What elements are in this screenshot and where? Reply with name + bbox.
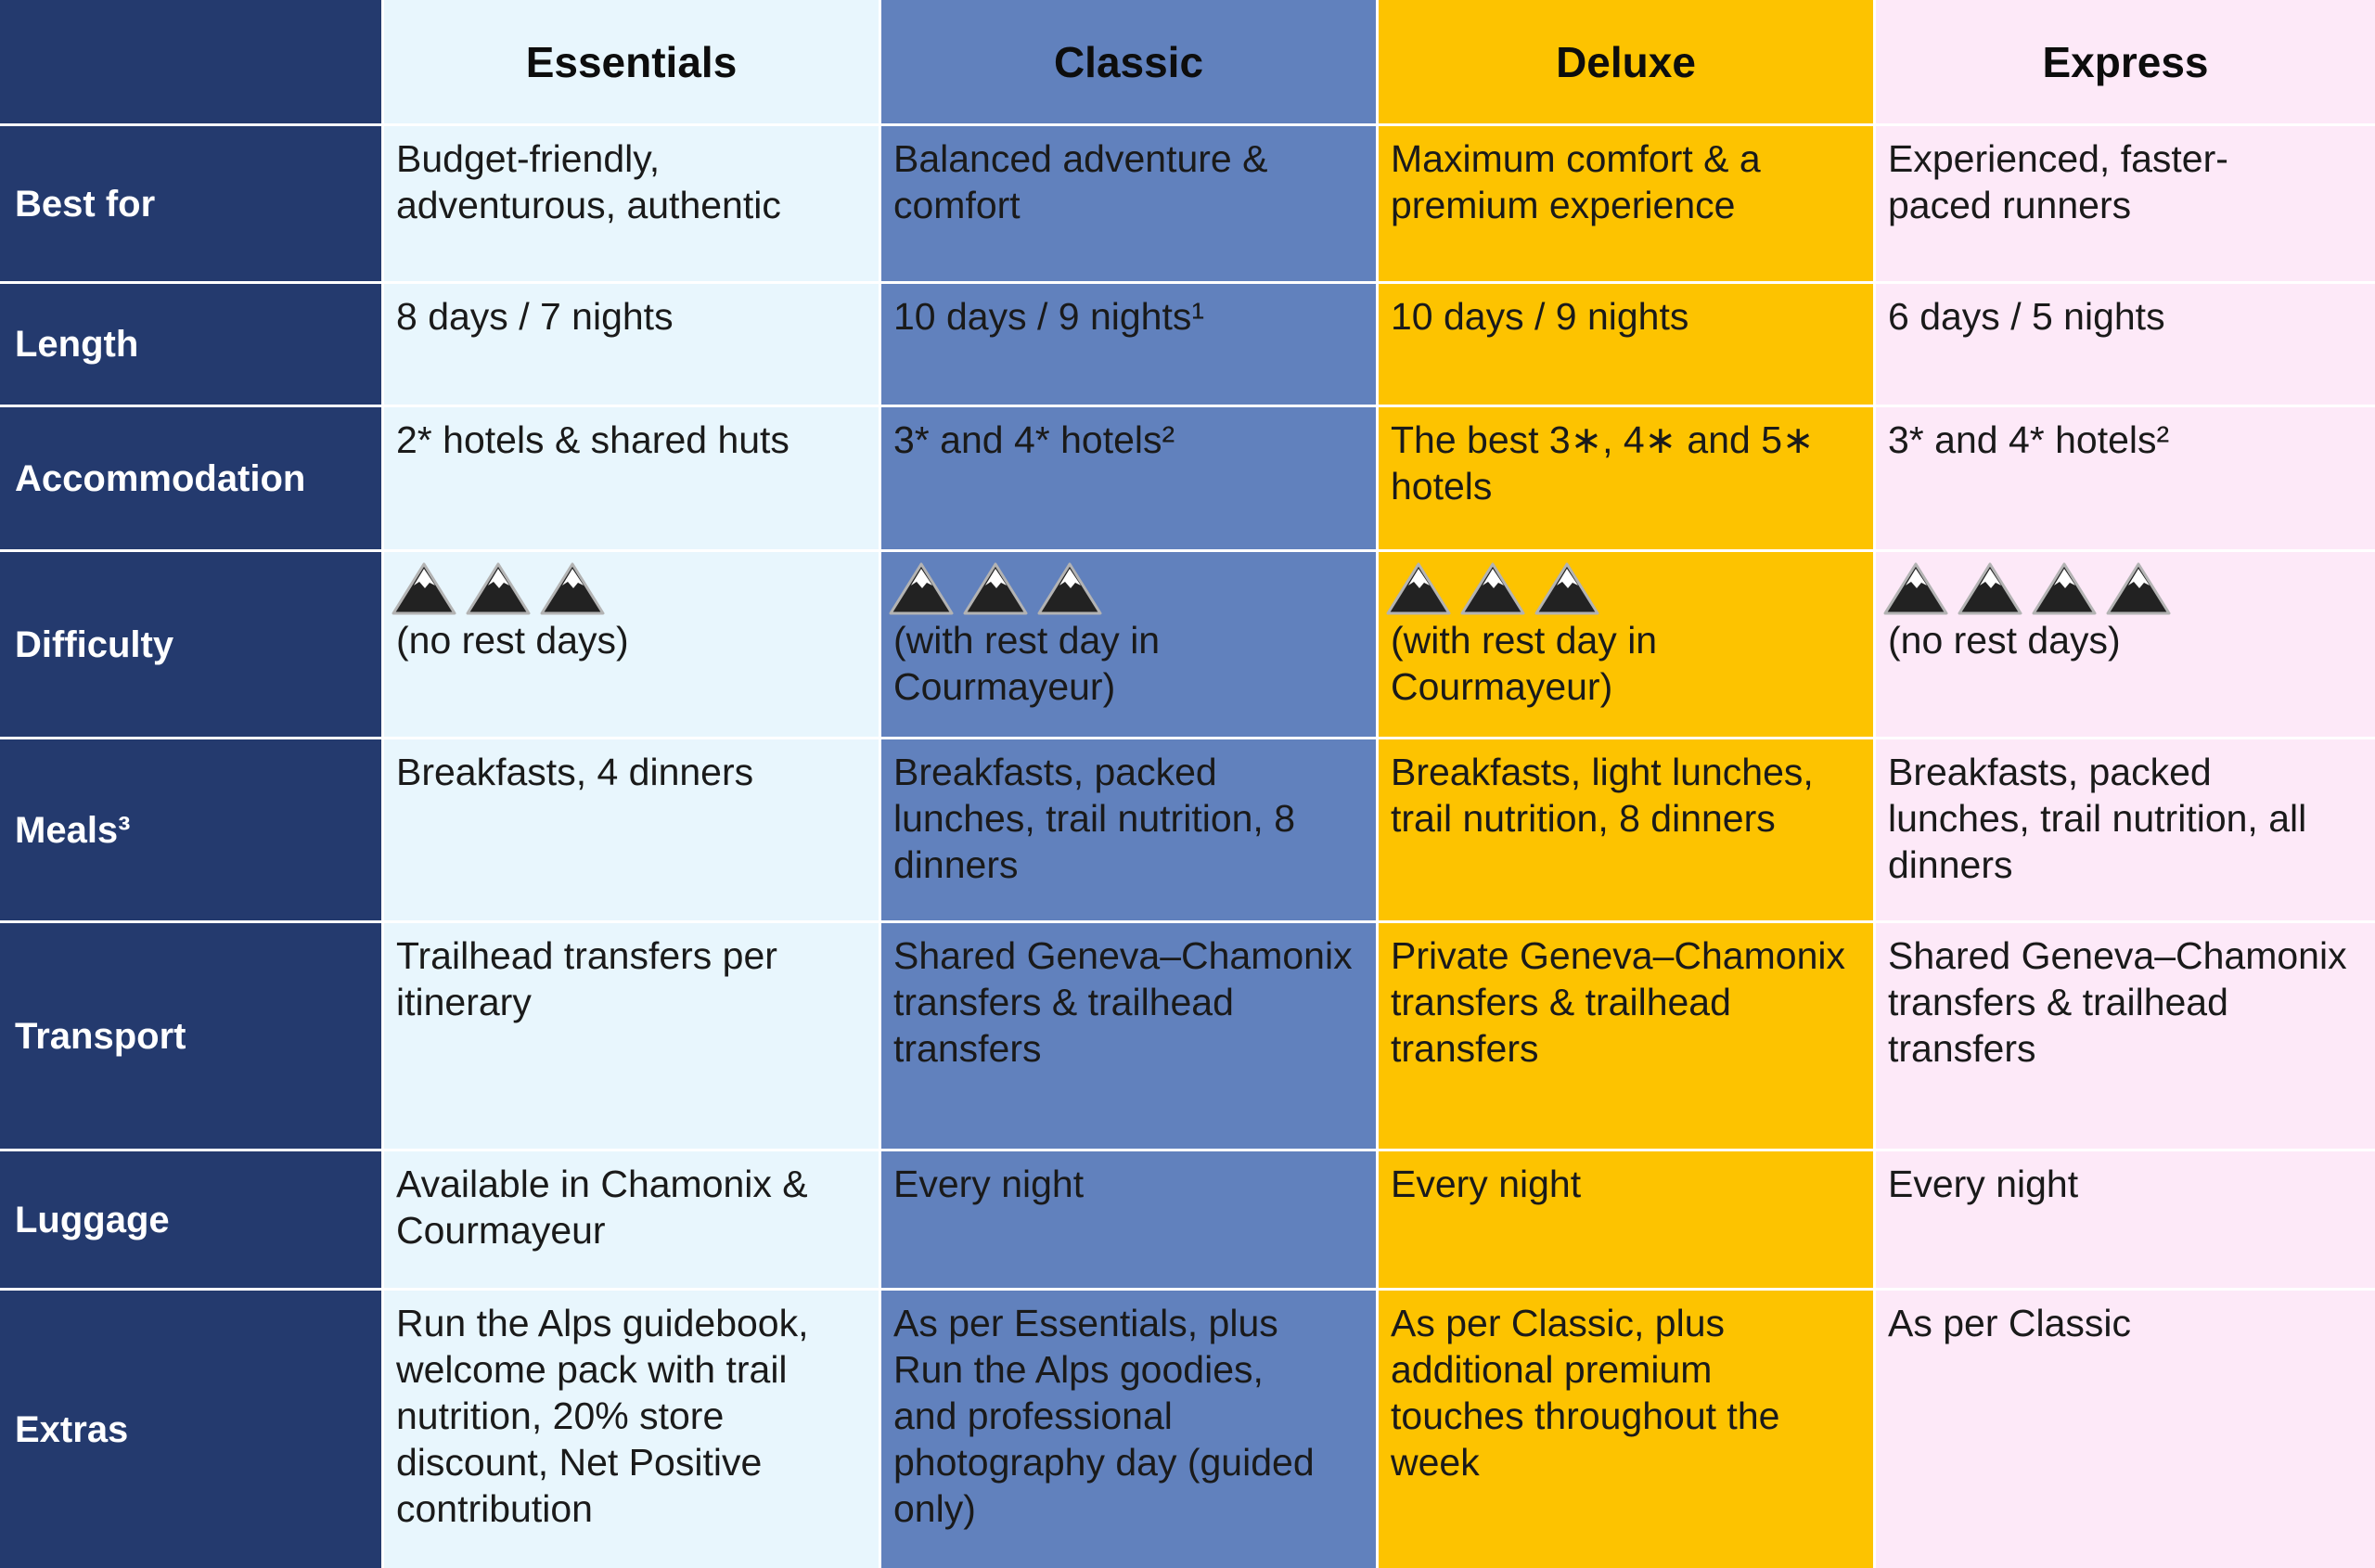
table-cell-express: Breakfasts, packed lunches, trail nutrition, all dinners — [1876, 739, 2375, 923]
table-cell-essentials: 8 days / 7 nights — [384, 284, 881, 407]
table-cell-deluxe: Every night — [1379, 1151, 1876, 1291]
cell-text: (no rest days) — [396, 619, 629, 662]
difficulty-rating — [391, 559, 867, 617]
mountain-icon — [1036, 559, 1103, 617]
table-cell-express — [1876, 552, 2375, 739]
mountain-icon — [1957, 559, 2023, 617]
column-header-express: Express — [1876, 0, 2375, 126]
cell-text: (with rest day in Courmayeur) — [1391, 619, 1658, 708]
row-label: Transport — [0, 923, 384, 1151]
mountain-icon — [1534, 559, 1600, 617]
column-header-deluxe: Deluxe — [1379, 0, 1876, 126]
header-corner — [0, 0, 384, 126]
table-cell-classic: 3* and 4* hotels² — [881, 407, 1379, 552]
mountain-icon — [1882, 559, 1949, 617]
row-label: Extras — [0, 1291, 384, 1568]
table-cell-classic: As per Essentials, plus Run the Alps goodies, and professional photography day (guided only) — [881, 1291, 1379, 1568]
difficulty-rating — [1385, 559, 1862, 617]
row-label: Meals³ — [0, 739, 384, 923]
row-label: Luggage — [0, 1151, 384, 1291]
table-cell-essentials — [384, 552, 881, 739]
table-cell-deluxe: The best 3∗, 4∗ and 5∗ hotels — [1379, 407, 1876, 552]
table-cell-deluxe: Breakfasts, light lunches, trail nutrition, 8 dinners — [1379, 739, 1876, 923]
table-cell-express: Experienced, faster- paced runners — [1876, 126, 2375, 284]
table-cell-classic: Shared Geneva–Chamonix transfers & trailhead transfers — [881, 923, 1379, 1151]
table-cell-express: Every night — [1876, 1151, 2375, 1291]
table-cell-classic: Every night — [881, 1151, 1379, 1291]
mountain-icon — [2105, 559, 2172, 617]
table-cell-classic: 10 days / 9 nights¹ — [881, 284, 1379, 407]
table-cell-essentials: Available in Chamonix & Courmayeur — [384, 1151, 881, 1291]
table-cell-classic: Balanced adventure & comfort — [881, 126, 1379, 284]
column-header-classic: Classic — [881, 0, 1379, 126]
table-cell-classic — [881, 552, 1379, 739]
difficulty-rating — [888, 559, 1365, 617]
table-cell-essentials: Breakfasts, 4 dinners — [384, 739, 881, 923]
row-label: Length — [0, 284, 384, 407]
table-cell-essentials: 2* hotels & shared huts — [384, 407, 881, 552]
mountain-icon — [391, 559, 457, 617]
cell-text: (no rest days) — [1888, 619, 2121, 662]
table-cell-essentials: Trailhead transfers per itinerary — [384, 923, 881, 1151]
table-cell-deluxe: Maximum comfort & a premium experience — [1379, 126, 1876, 284]
cell-text: (with rest day in Courmayeur) — [893, 619, 1161, 708]
column-header-essentials: Essentials — [384, 0, 881, 126]
table-cell-express: As per Classic — [1876, 1291, 2375, 1568]
mountain-icon — [539, 559, 606, 617]
difficulty-rating — [1882, 559, 2364, 617]
mountain-icon — [1385, 559, 1452, 617]
mountain-icon — [2031, 559, 2098, 617]
row-label: Difficulty — [0, 552, 384, 739]
row-label: Best for — [0, 126, 384, 284]
table-cell-deluxe — [1379, 552, 1876, 739]
row-label: Accommodation — [0, 407, 384, 552]
mountain-icon — [888, 559, 955, 617]
table-cell-classic: Breakfasts, packed lunches, trail nutrition, 8 dinners — [881, 739, 1379, 923]
table-cell-deluxe: 10 days / 9 nights — [1379, 284, 1876, 407]
mountain-icon — [962, 559, 1029, 617]
table-cell-deluxe: As per Classic, plus additional premium touches throughout the week — [1379, 1291, 1876, 1568]
mountain-icon — [1459, 559, 1526, 617]
table-cell-deluxe: Private Geneva–Chamonix transfers & trailhead transfers — [1379, 923, 1876, 1151]
table-cell-essentials: Run the Alps guidebook, welcome pack with trail nutrition, 20% store discount, Net Positive contribution — [384, 1291, 881, 1568]
mountain-icon — [465, 559, 532, 617]
table-cell-express: 6 days / 5 nights — [1876, 284, 2375, 407]
table-cell-essentials: Budget-friendly, adventurous, authentic — [384, 126, 881, 284]
table-cell-express: 3* and 4* hotels² — [1876, 407, 2375, 552]
table-cell-express: Shared Geneva–Chamonix transfers & trailhead transfers — [1876, 923, 2375, 1151]
